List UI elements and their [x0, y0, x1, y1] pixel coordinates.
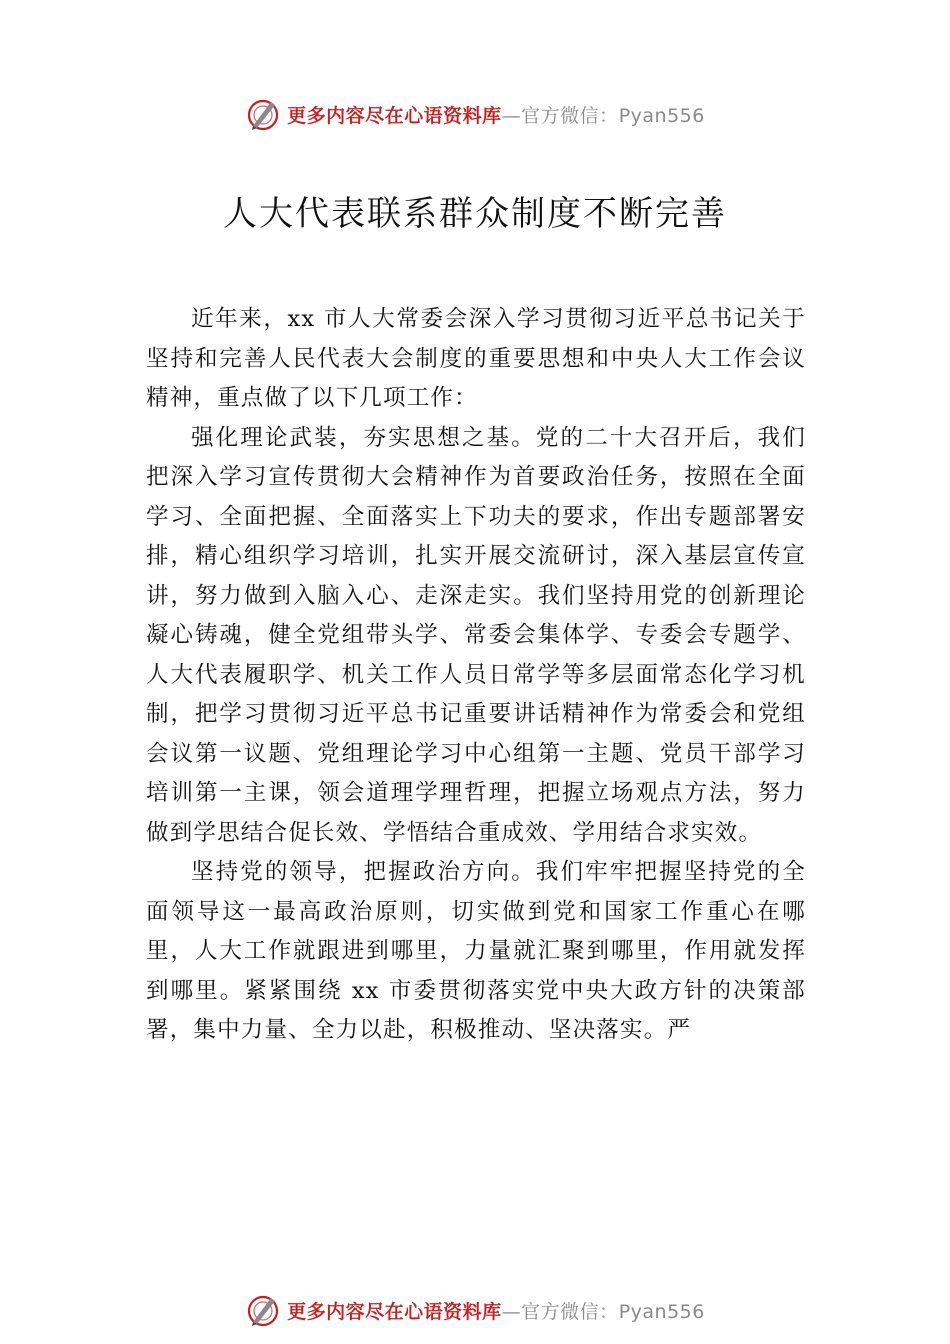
- banner-official-label: 官方微信：: [521, 104, 619, 127]
- paragraph-leadership: 坚持党的领导，把握政治方向。我们牢牢把握坚持党的全面领导这一最高政治原则，切实做到党和国家工作重心在哪里，人大工作就跟进到哪里，力量就汇聚到哪里，作用就发挥到哪里。紧紧围绕 xx 市委贯彻落实党中央大政方针的决策部署，集中力量、全力以赴，积极推动、坚决落实。严: [146, 859, 806, 1043]
- banner-wechat-id: Pyan556: [618, 104, 705, 127]
- banner-text: [287, 1297, 705, 1324]
- banner-text: [287, 101, 705, 128]
- document-title: 人大代表联系群众制度不断完善: [223, 194, 727, 234]
- banner-official-label: 官方微信：: [521, 1300, 619, 1323]
- banner-brand: 更多内容尽在心语资料库: [287, 104, 502, 127]
- banner-dash: —: [501, 1300, 522, 1323]
- banner-wechat-id: Pyan556: [618, 1300, 705, 1323]
- banner-brand: 更多内容尽在心语资料库: [287, 1300, 502, 1323]
- document-body: [146, 300, 806, 1051]
- header-banner: [0, 94, 950, 134]
- footer-banner: [0, 1290, 950, 1330]
- pen-logo-icon: [245, 1292, 281, 1328]
- banner-dash: —: [501, 104, 522, 127]
- paragraph-intro: 近年来，xx 市人大常委会深入学习贯彻习近平总书记关于坚持和完善人民代表大会制度的重要思想和中央人大工作会议精神，重点做了以下几项工作：: [146, 306, 806, 411]
- paragraph-theory: 强化理论武装，夯实思想之基。党的二十大召开后，我们把深入学习宣传贯彻大会精神作为首要政治任务，按照在全面学习、全面把握、全面落实上下功夫的要求，作出专题部署安排，精心组织学习培训，扎实开展交流研讨，深入基层宣传宣讲，努力做到入脑入心、走深走实。我们坚持用党的创新理论凝心铸魂，健全党组带头学、常委会集体学、专委会专题学、人大代表履职学、机关工作人员日常学等多层面常态化学习机制，把学习贯彻习近平总书记重要讲话精神作为常委会和党组会议第一议题、党组理论学习中心组第一主题、党员干部学习培训第一主课，领会道理学理哲理，把握立场观点方法，努力做到学思结合促长效、学悟结合重成效、学用结合求实效。: [146, 424, 806, 846]
- pen-logo-icon: [245, 96, 281, 132]
